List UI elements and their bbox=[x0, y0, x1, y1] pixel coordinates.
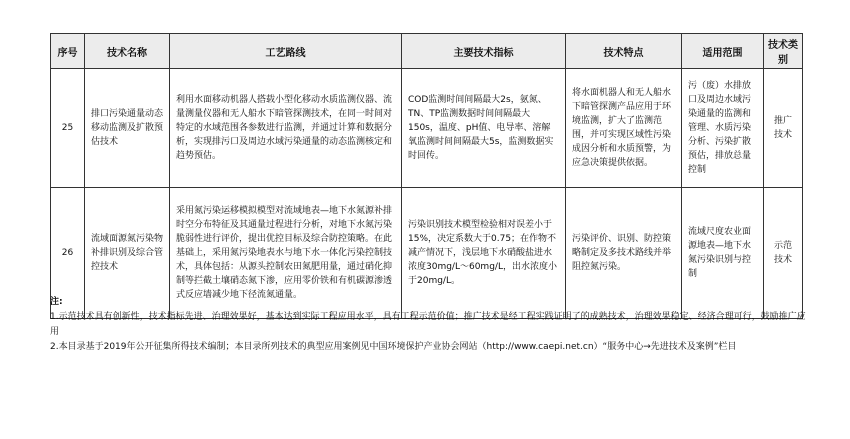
cell-main-indicators: 污染识别技术模型检验相对误差小于15%，决定系数大于0.75；在作物不减产情况下，浅层地下水硝酸盐进水浓度30mg/L～60mg/L，出水浓度小于20mg/L。 bbox=[402, 188, 566, 319]
header-scope: 适用范围 bbox=[682, 34, 764, 69]
cell-tech-features: 将水面机器人和无人船水下暗管探测产品应用于环境监测，扩大了监测范围，并可实现区域性污染成因分析和水质预警，为应急决策提供依据。 bbox=[566, 69, 682, 188]
cell-serial: 25 bbox=[51, 69, 85, 188]
cell-tech-name: 排口污染通量动态移动监测及扩散预估技术 bbox=[85, 69, 170, 188]
cell-tech-features: 污染评价、识别、防控策略制定及多技术路线并举阻控氮污染。 bbox=[566, 188, 682, 319]
cell-category: 示范技术 bbox=[764, 188, 803, 319]
cell-process-route: 采用氮污染运移模拟模型对流域地表—地下水氮源补排时空分布特征及其通量过程进行分析，对地下水氮污染脆弱性进行评价，提出优控目标及综合防控策略。在此基础上，采用氮污染地表水与地下水一体化污染控制技术，具体包括：从源头控制农田氮肥用量，通过硝化抑制等拦截土壤硝态氮下渗，应用零价铁和有机碳源渗透式反应墙减少地下径流氮通量。 bbox=[170, 188, 402, 319]
table-row bbox=[51, 69, 803, 188]
notes-title: 注: bbox=[50, 297, 63, 307]
header-category: 技术类别 bbox=[764, 34, 803, 69]
cell-serial: 26 bbox=[51, 188, 85, 319]
table-header-row bbox=[51, 34, 803, 69]
cell-tech-name: 流域面源氮污染物补排识别及综合管控技术 bbox=[85, 188, 170, 319]
note-item: 2.本目录基于2019年公开征集所得技术编制；本目录所列技术的典型应用案例见中国环境保护产业协会网站（http://www.caepi.net.cn）“服务中心→先进技术及案例”栏目 bbox=[50, 342, 737, 352]
header-main-indicators: 主要技术指标 bbox=[402, 34, 566, 69]
cell-process-route: 利用水面移动机器人搭载小型化移动水质监测仪器、流量测量仪器和无人船水下暗管探测技术，在同一时间对特定的水域范围各参数进行监测，并通过计算和数据分析，实现排污口及周边水域污染通量的动态监测核定和趋势预估。 bbox=[170, 69, 402, 188]
technology-table bbox=[50, 33, 803, 319]
header-serial: 序号 bbox=[51, 34, 85, 69]
cell-scope: 流域尺度农业面源地表—地下水氮污染识别与控制 bbox=[682, 188, 764, 319]
cell-scope: 污（废）水排放口及周边水域污染通量的监测和管理、水质污染分析、污染扩散预估，排放总量控制 bbox=[682, 69, 764, 188]
notes-section bbox=[50, 295, 810, 355]
header-tech-name: 技术名称 bbox=[85, 34, 170, 69]
cell-main-indicators: COD监测时间间隔最大2s，氨氮、TN、TP监测数据时间间隔最大150s，温度、pH值、电导率、溶解氧监测时间间隔最大5s，监测数据实时回传。 bbox=[402, 69, 566, 188]
header-tech-features: 技术特点 bbox=[566, 34, 682, 69]
cell-category: 推广技术 bbox=[764, 69, 803, 188]
note-item: 1.示范技术具有创新性，技术指标先进、治理效果好，基本达到实际工程应用水平，具有工程示范价值；推广技术是经工程实践证明了的成熟技术，治理效果稳定、经济合理可行，鼓励推广应用 bbox=[50, 312, 806, 337]
header-process-route: 工艺路线 bbox=[170, 34, 402, 69]
